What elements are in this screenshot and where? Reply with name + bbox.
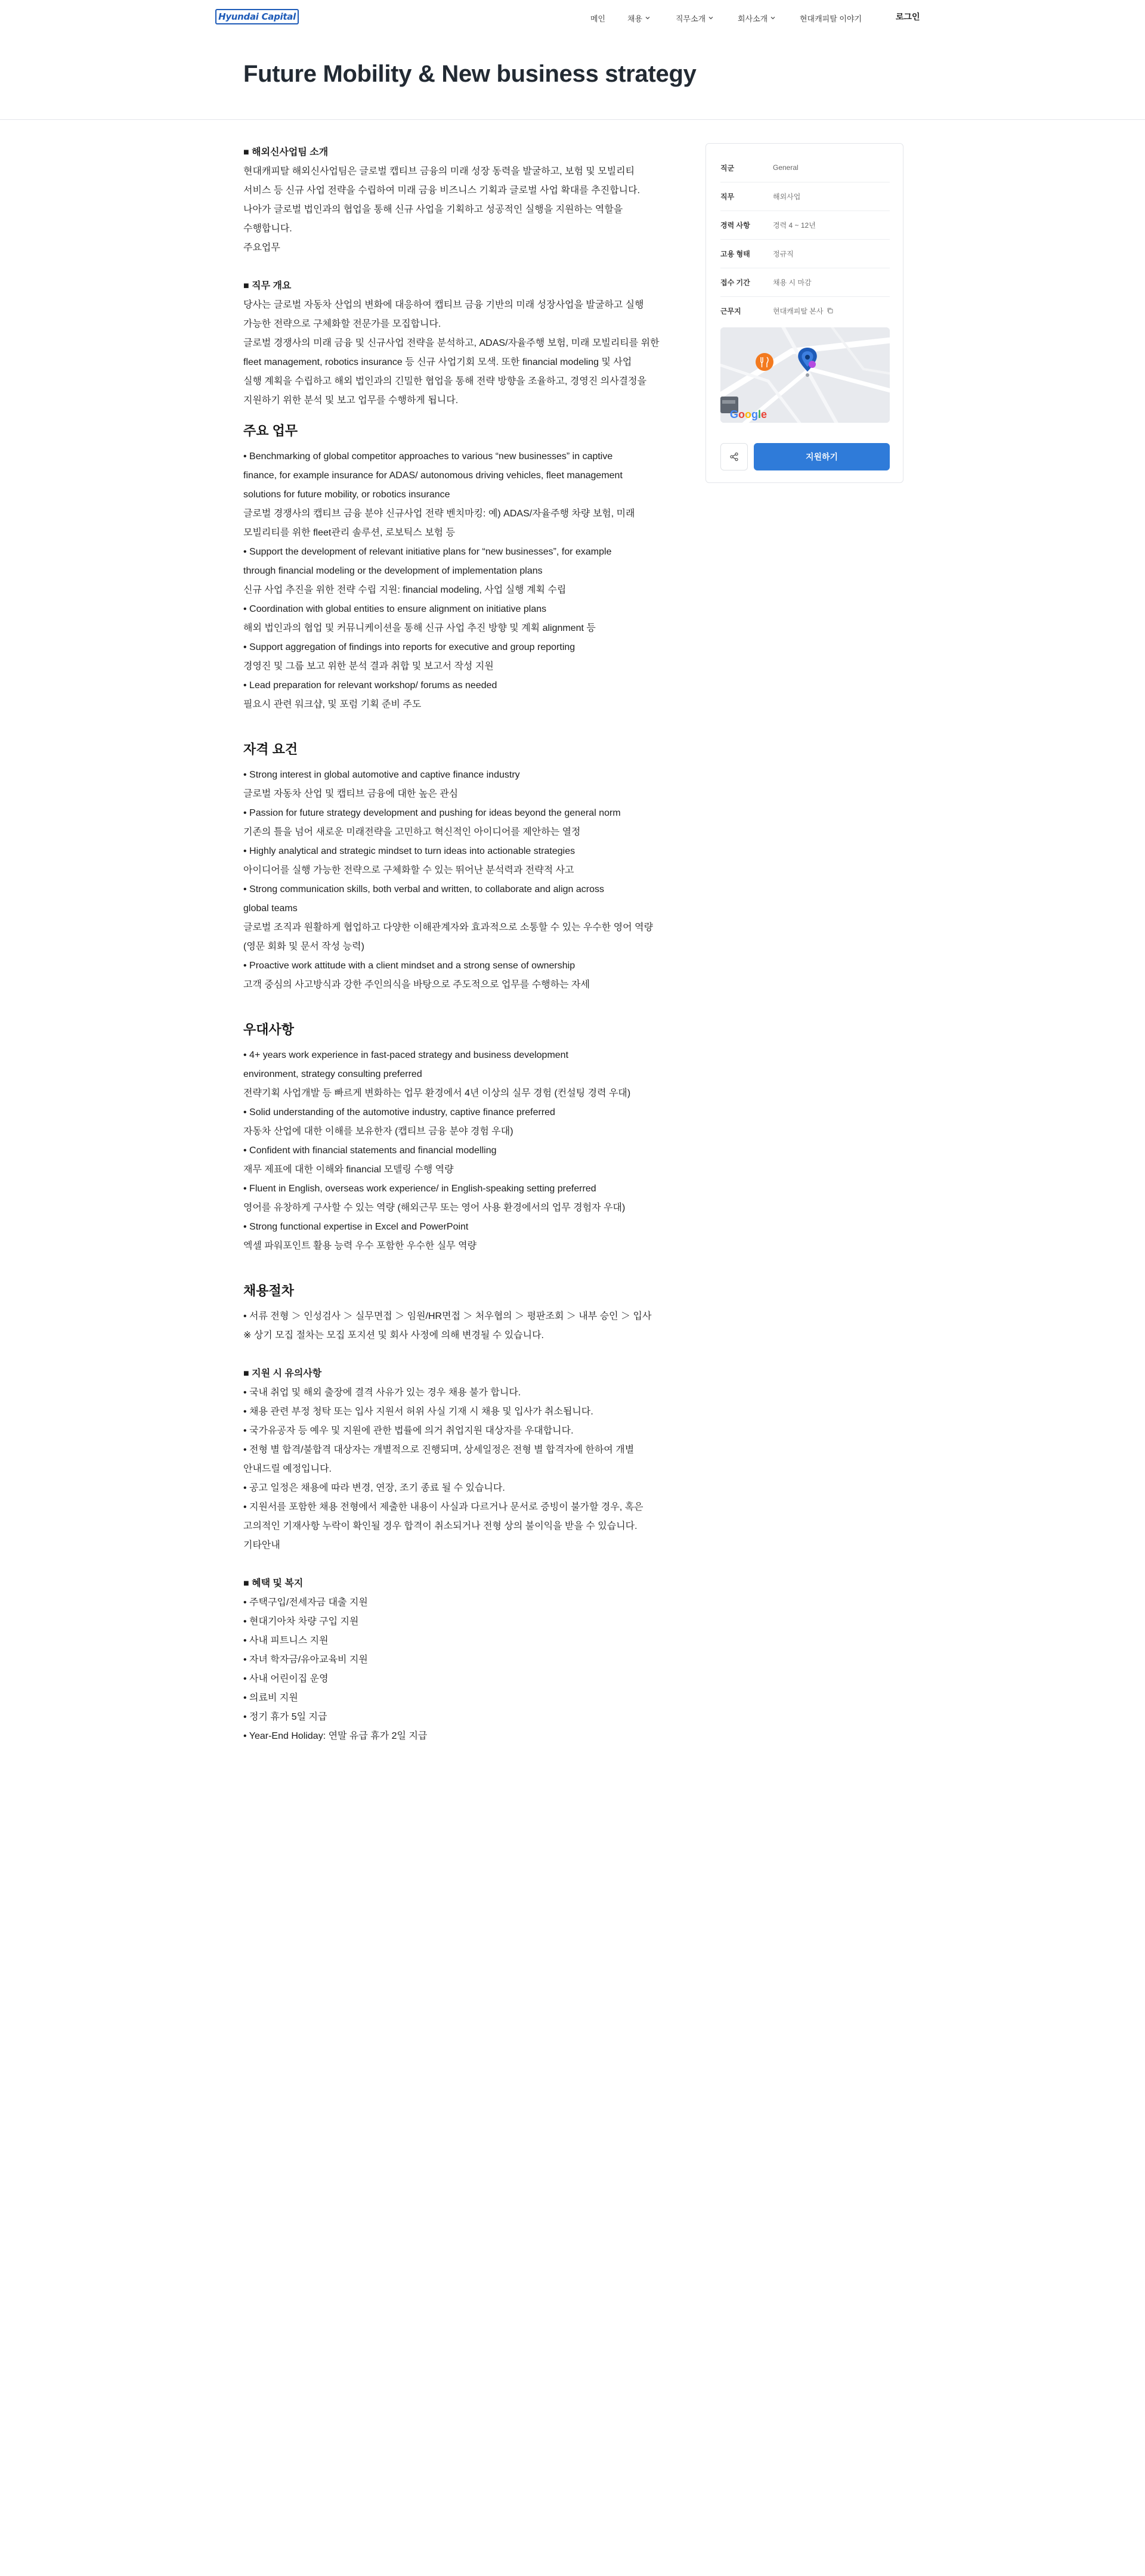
info-key: 접수 기간 [720, 278, 750, 287]
text-line: • Lead preparation for relevant workshop/ forums as needed [243, 680, 497, 691]
nav-company-intro-label: 회사소개 [738, 14, 768, 23]
text-line: • Benchmarking of global competitor approaches to various “new businesses” in captive [243, 451, 613, 462]
process-section [243, 1281, 685, 1345]
text-line: global teams [243, 903, 298, 914]
job-summary-card [705, 143, 903, 483]
info-row-job-group [720, 153, 890, 182]
info-row-location [720, 296, 890, 325]
apply-button[interactable]: 지원하기 [754, 443, 890, 470]
top-nav [0, 0, 1145, 36]
text-line: • 서류 전형 ＞ 인성검사 ＞ 실무면접 ＞ 임원/HR면접 ＞ 처우협의 ＞ 평판조회 ＞ 내부 승인 ＞ 입사 [243, 1311, 652, 1321]
section-title: 주요 업무 [243, 423, 298, 438]
text-line: 필요시 관련 워크샵, 및 포럼 기획 준비 주도 [243, 699, 422, 710]
text-line: • 4+ years work experience in fast-paced strategy and business development [243, 1050, 569, 1060]
text-line: 당사는 글로벌 자동차 산업의 변화에 대응하여 캡티브 금융 기반의 미래 성장사업을 발굴하고 실행 [243, 300, 644, 310]
text-line: solutions for future mobility, or robotics insurance [243, 490, 450, 500]
text-line: • 현대기아차 차량 구입 지원 [243, 1617, 359, 1627]
nav-recruit[interactable] [627, 12, 651, 24]
info-value: 정규직 [773, 249, 794, 258]
text-line: • 공고 일정은 채용에 따라 변경, 연장, 조기 종료 될 수 있습니다. [243, 1483, 505, 1493]
text-line: 현대캐피탈 해외신사업팀은 글로벌 캡티브 금융의 미래 성장 동력을 발굴하고, 보험 및 모빌리티 [243, 166, 635, 177]
overview-heading: ■ 직무 개요 [243, 281, 292, 291]
text-line: 고의적인 기재사항 누락이 확인될 경우 합격이 취소되거나 전형 상의 불이익을 받을 수 있습니다. [243, 1521, 638, 1531]
info-key: 직무 [720, 192, 735, 201]
text-line: 지원하기 위한 분석 및 보고 업무를 수행하게 됩니다. [243, 395, 459, 405]
text-line: • 의료비 지원 [243, 1693, 298, 1703]
text-line: 모빌리티를 위한 fleet관리 솔루션, 로보틱스 보험 등 [243, 528, 456, 538]
text-line: 재무 제표에 대한 이해와 financial 모델링 수행 역량 [243, 1165, 454, 1175]
info-value: 채용 시 마감 [773, 278, 812, 287]
text-line: 경영진 및 그룹 보고 위한 분석 결과 취합 및 보고서 작성 지원 [243, 661, 494, 671]
overview-section [243, 277, 685, 410]
text-line: 기타안내 [243, 1540, 280, 1550]
info-row-employment-type [720, 239, 890, 268]
location-map[interactable] [720, 327, 890, 423]
text-line: • Solid understanding of the automotive industry, captive finance preferred [243, 1107, 555, 1117]
text-line: • 채용 관련 부정 청탁 또는 입사 지원서 허위 사실 기재 시 채용 및 입사가 취소됩니다. [243, 1407, 593, 1417]
nav-main[interactable] [590, 12, 605, 24]
text-line: • 주택구입/전세자금 대출 지원 [243, 1597, 368, 1608]
text-line: • 사내 피트니스 지원 [243, 1636, 329, 1646]
text-line: 글로벌 자동차 산업 및 캡티브 금융에 대한 높은 관심 [243, 789, 459, 799]
text-line: 전략기획 사업개발 등 빠르게 변화하는 업무 환경에서 4년 이상의 실무 경험 (컨설팅 경력 우대) [243, 1088, 631, 1098]
nav-job-intro-label: 직무소개 [676, 14, 706, 23]
text-line: 아이디어를 실행 가능한 전략으로 구체화할 수 있는 뛰어난 분석력과 전략적 사고 [243, 865, 574, 875]
info-row-experience [720, 210, 890, 240]
text-line: • 자녀 학자금/유아교육비 지원 [243, 1655, 368, 1665]
share-button[interactable] [720, 443, 748, 470]
notes-heading: ■ 지원 시 유의사항 [243, 1368, 322, 1379]
info-value: 해외사업 [773, 192, 801, 201]
qualifications-section [243, 739, 685, 995]
info-key: 경력 사항 [720, 221, 750, 230]
nav-recruit-label: 채용 [627, 14, 643, 23]
text-line: 해외 법인과의 협업 및 커뮤니케이션을 통해 신규 사업 추진 방향 및 계획 alignment 등 [243, 623, 596, 633]
text-line: finance, for example insurance for ADAS/ autonomous driving vehicles, fleet management [243, 470, 623, 481]
map-graphic [720, 327, 890, 423]
text-line: environment, strategy consulting preferred [243, 1069, 422, 1079]
page-header [0, 36, 1145, 120]
text-line: 신규 사업 추진을 위한 전략 수립 지원: financial modeling, 사업 실행 계획 수립 [243, 585, 567, 595]
text-line: • Coordination with global entities to ensure alignment on initiative plans [243, 604, 547, 614]
duties-section [243, 421, 685, 714]
text-line: 안내드릴 예정입니다. [243, 1464, 332, 1474]
text-line: (영문 회화 및 문서 작성 능력) [243, 942, 364, 952]
text-line: 글로벌 조직과 원활하게 협업하고 다양한 이해관계자와 효과적으로 소통할 수 있는 우수한 영어 역량 [243, 922, 654, 933]
text-line: 가능한 전략으로 구체화할 전문가를 모집합니다. [243, 319, 441, 329]
text-line: 서비스 등 신규 사업 전략을 수립하여 미래 금융 비즈니스 기획과 글로벌 사업 확대를 추진합니다. [243, 185, 640, 196]
text-line: • 정기 휴가 5일 지급 [243, 1712, 327, 1722]
info-value: 현대캐피탈 본사 [773, 306, 824, 315]
info-row-job [720, 182, 890, 211]
text-line: 실행 계획을 수립하고 해외 법인과의 긴밀한 협업을 통해 전략 방향을 조율하고, 경영진 의사결정을 [243, 376, 647, 386]
copy-icon[interactable] [827, 307, 834, 314]
text-line: 고객 중심의 사고방식과 강한 주인의식을 바탕으로 주도적으로 업무를 수행하는 자세 [243, 980, 590, 990]
text-line: 글로벌 경쟁사의 미래 금융 및 신규사업 전략을 분석하고, ADAS/자율주행 보험, 미래 모빌리티를 위한 [243, 338, 660, 348]
text-line: • Year-End Holiday: 연말 유급 휴가 2일 지급 [243, 1731, 428, 1741]
text-line: 자동차 산업에 대한 이해를 보유한자 (캡티브 금융 분야 경험 우대) [243, 1126, 513, 1137]
info-key: 직군 [720, 163, 735, 172]
text-line: • Proactive work attitude with a client mindset and a strong sense of ownership [243, 961, 575, 971]
restaurant-marker-icon[interactable] [756, 353, 773, 371]
text-line: • 국내 취업 및 해외 출장에 결격 사유가 있는 경우 채용 불가 합니다. [243, 1388, 521, 1398]
info-value: 경력 4 ~ 12년 [773, 221, 816, 230]
hyundai-capital-logo[interactable] [215, 9, 299, 24]
text-line: through financial modeling or the development of implementation plans [243, 566, 543, 576]
section-title: 자격 요건 [243, 742, 298, 757]
google-logo: Google [730, 408, 768, 420]
text-line: 글로벌 경쟁사의 캡티브 금융 분야 신규사업 전략 벤치마킹: 예) ADAS/자율주행 차량 보험, 미래 [243, 509, 635, 519]
info-key: 고용 형태 [720, 249, 750, 258]
text-line: • 전형 별 합격/불합격 대상자는 개별적으로 진행되며, 상세일정은 전형 별 합격자에 한하여 개별 [243, 1445, 635, 1455]
text-line: ※ 상기 모집 절차는 모집 포지션 및 회사 사정에 의해 변경될 수 있습니다. [243, 1330, 544, 1340]
text-line: • 사내 어린이집 운영 [243, 1674, 329, 1684]
text-line: fleet management, robotics insurance 등 신규 사업기회 모색. 또한 financial modeling 및 사업 [243, 357, 632, 367]
text-line: 영어를 유창하게 구사할 수 있는 역량 (해외근무 또는 영어 사용 환경에서의 업무 경험자 우대) [243, 1203, 626, 1213]
text-line: • Highly analytical and strategic mindset to turn ideas into actionable strategies [243, 846, 575, 856]
benefits-section [243, 1574, 685, 1746]
chevron-down-icon [645, 15, 651, 21]
benefits-heading: ■ 혜택 및 복지 [243, 1578, 304, 1589]
nav-company-intro[interactable] [738, 12, 776, 24]
login-link[interactable]: 로그인 [896, 12, 920, 21]
info-value: General [773, 163, 799, 172]
section-title: 채용절차 [243, 1283, 295, 1298]
logo-text: Hyundai Capital [218, 11, 296, 22]
text-line: • Strong functional expertise in Excel and PowerPoint [243, 1222, 469, 1232]
info-key: 근무지 [720, 306, 741, 315]
text-line: 수행합니다. [243, 224, 292, 234]
notes-section [243, 1364, 685, 1555]
team-intro-heading: ■ 해외신사업팀 소개 [243, 147, 329, 157]
text-line: • Support aggregation of findings into reports for executive and group reporting [243, 642, 575, 652]
share-icon [729, 452, 739, 462]
text-line: • Passion for future strategy development and pushing for ideas beyond the general norm [243, 808, 621, 818]
text-line: • Confident with financial statements and financial modelling [243, 1145, 497, 1156]
text-line: 기존의 틀을 넘어 새로운 미래전략을 고민하고 혁신적인 아이디어를 제안하는 열정 [243, 827, 581, 837]
nav-story-label: 현대캐피탈 이야기 [800, 14, 862, 23]
nav-story[interactable] [800, 12, 862, 24]
job-description [243, 143, 685, 1746]
section-title: 우대사항 [243, 1022, 295, 1037]
team-intro-section [243, 143, 685, 258]
text-line: 나아가 글로벌 법인과의 협업을 통해 신규 사업을 기획하고 성공적인 실행을 지원하는 역할을 [243, 205, 623, 215]
text-line: • 국가유공자 등 예우 및 지원에 관한 법률에 의거 취업지원 대상자를 우대합니다. [243, 1426, 574, 1436]
text-line: • 지원서를 포함한 채용 전형에서 제출한 내용이 사실과 다르거나 문서로 증빙이 불가할 경우, 혹은 [243, 1502, 643, 1512]
page-title: Future Mobility & New business strategy [243, 61, 697, 87]
chevron-down-icon [770, 15, 776, 21]
text-line: 엑셀 파워포인트 활용 능력 우수 포함한 우수한 실무 역량 [243, 1241, 477, 1251]
chevron-down-icon [708, 15, 714, 21]
nav-job-intro[interactable] [676, 12, 714, 24]
info-row-period [720, 268, 890, 297]
text-line: • Support the development of relevant initiative plans for “new businesses”, for example [243, 547, 612, 557]
text-line: • Strong interest in global automotive and captive finance industry [243, 770, 520, 780]
text-line: • Fluent in English, overseas work experience/ in English-speaking setting preferred [243, 1184, 596, 1194]
preferred-section [243, 1020, 685, 1256]
text-line: • Strong communication skills, both verbal and written, to collaborate and align across [243, 884, 605, 894]
nav-main-label: 메인 [590, 14, 606, 23]
text-line: 주요업무 [243, 243, 280, 253]
